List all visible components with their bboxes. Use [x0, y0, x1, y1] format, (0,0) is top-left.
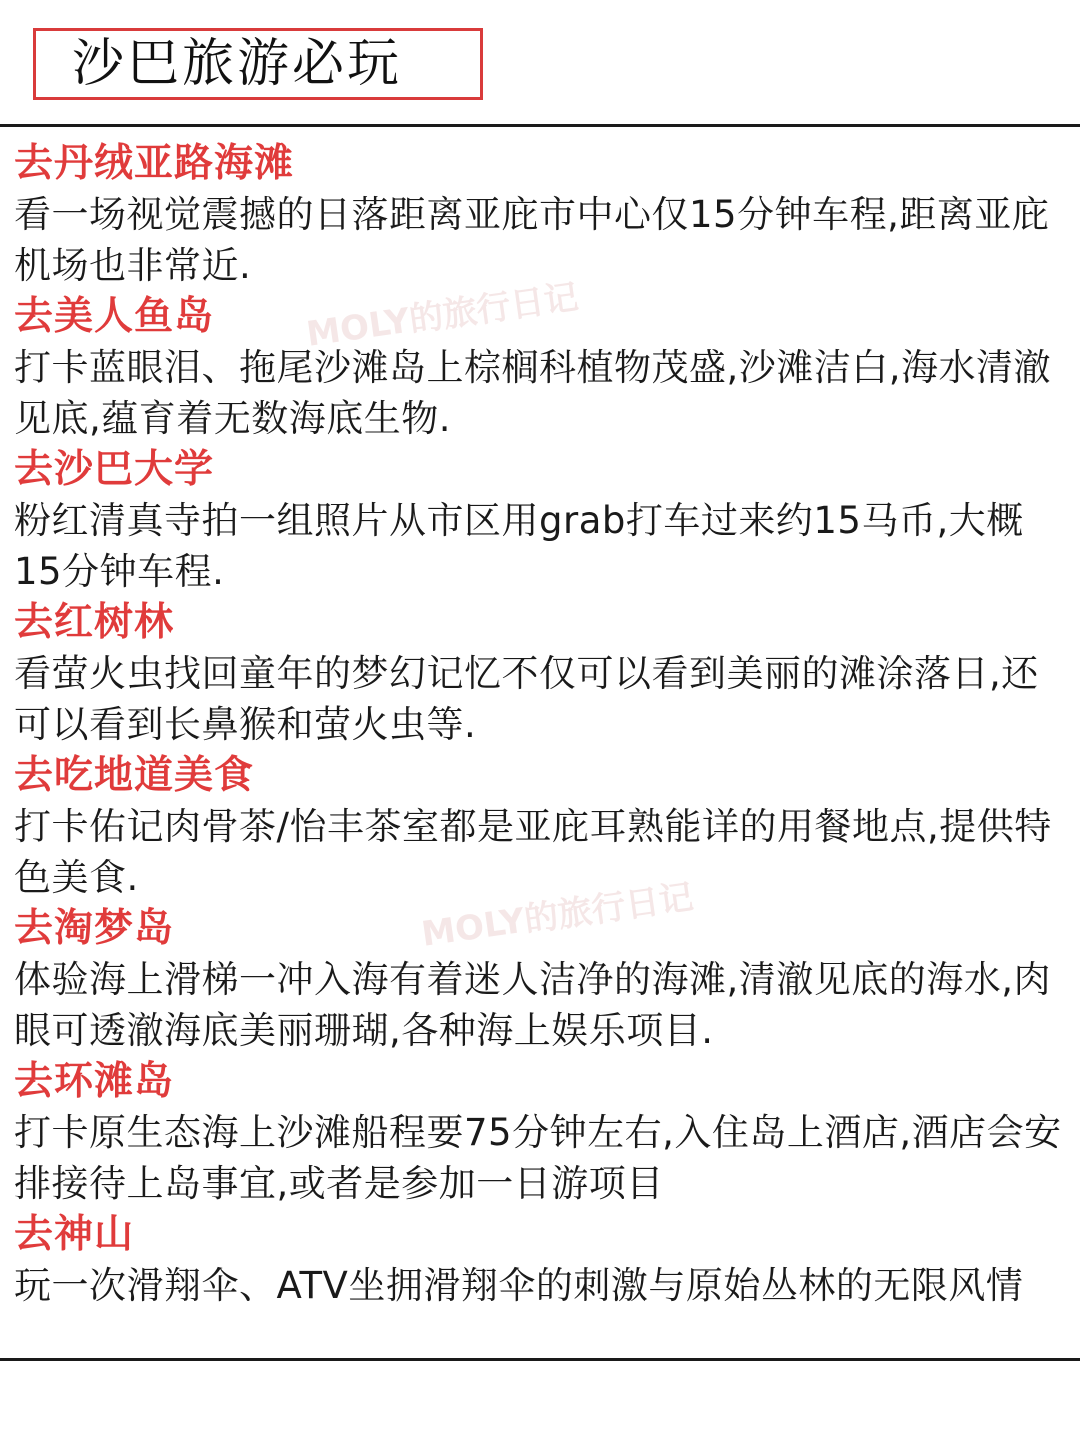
attraction-list: [14, 138, 1070, 1311]
attraction-section: [14, 903, 1070, 1056]
top-divider: [0, 124, 1080, 127]
section-body: 打卡蓝眼泪、拖尾沙滩岛上棕榈科植物茂盛,沙滩洁白,海水清澈见底,蕴育着无数海底生物.: [14, 346, 1052, 440]
section-body: 打卡原生态海上沙滩船程要75分钟左右,入住岛上酒店,酒店会安排接待上岛事宜,或者是参加一日游项目: [14, 1111, 1062, 1205]
watermark: MOLY的旅行日记: [304, 277, 581, 355]
section-heading: 去红树林: [14, 600, 175, 645]
section-heading: 去丹绒亚路海滩: [14, 141, 295, 186]
section-body: 粉红清真寺拍一组照片从市区用grab打车过来约15马币,大概15分钟车程.: [14, 499, 1024, 593]
watermark: MOLY的旅行日记: [419, 877, 696, 955]
section-heading: 去神山: [14, 1212, 135, 1257]
attraction-section: [14, 444, 1070, 597]
section-body: 玩一次滑翔伞、ATV坐拥滑翔伞的刺激与原始丛林的无限风情: [14, 1264, 1024, 1307]
section-heading: 去沙巴大学: [14, 447, 215, 492]
attraction-section: [14, 138, 1070, 291]
attraction-section: [14, 291, 1070, 444]
section-body: 体验海上滑梯一冲入海有着迷人洁净的海滩,清澈见底的海水,肉眼可透澈海底美丽珊瑚,各种海上娱乐项目.: [14, 958, 1052, 1052]
bottom-divider: [0, 1358, 1080, 1361]
section-heading: 去美人鱼岛: [14, 294, 215, 339]
section-heading: 去吃地道美食: [14, 753, 255, 798]
section-body: 看萤火虫找回童年的梦幻记忆不仅可以看到美丽的滩涂落日,还可以看到长鼻猴和萤火虫等.: [14, 652, 1039, 746]
title-box: [33, 28, 483, 100]
attraction-section: [14, 750, 1070, 903]
attraction-section: [14, 1209, 1070, 1311]
section-heading: 去环滩岛: [14, 1059, 175, 1104]
section-body: 打卡佑记肉骨茶/怡丰茶室都是亚庇耳熟能详的用餐地点,提供特色美食.: [14, 805, 1052, 899]
section-body: 看一场视觉震撼的日落距离亚庇市中心仅15分钟车程,距离亚庇机场也非常近.: [14, 193, 1050, 287]
attraction-section: [14, 597, 1070, 750]
section-heading: 去淘梦岛: [14, 906, 175, 951]
attraction-section: [14, 1056, 1070, 1209]
page-title: 沙巴旅游必玩: [72, 34, 403, 94]
